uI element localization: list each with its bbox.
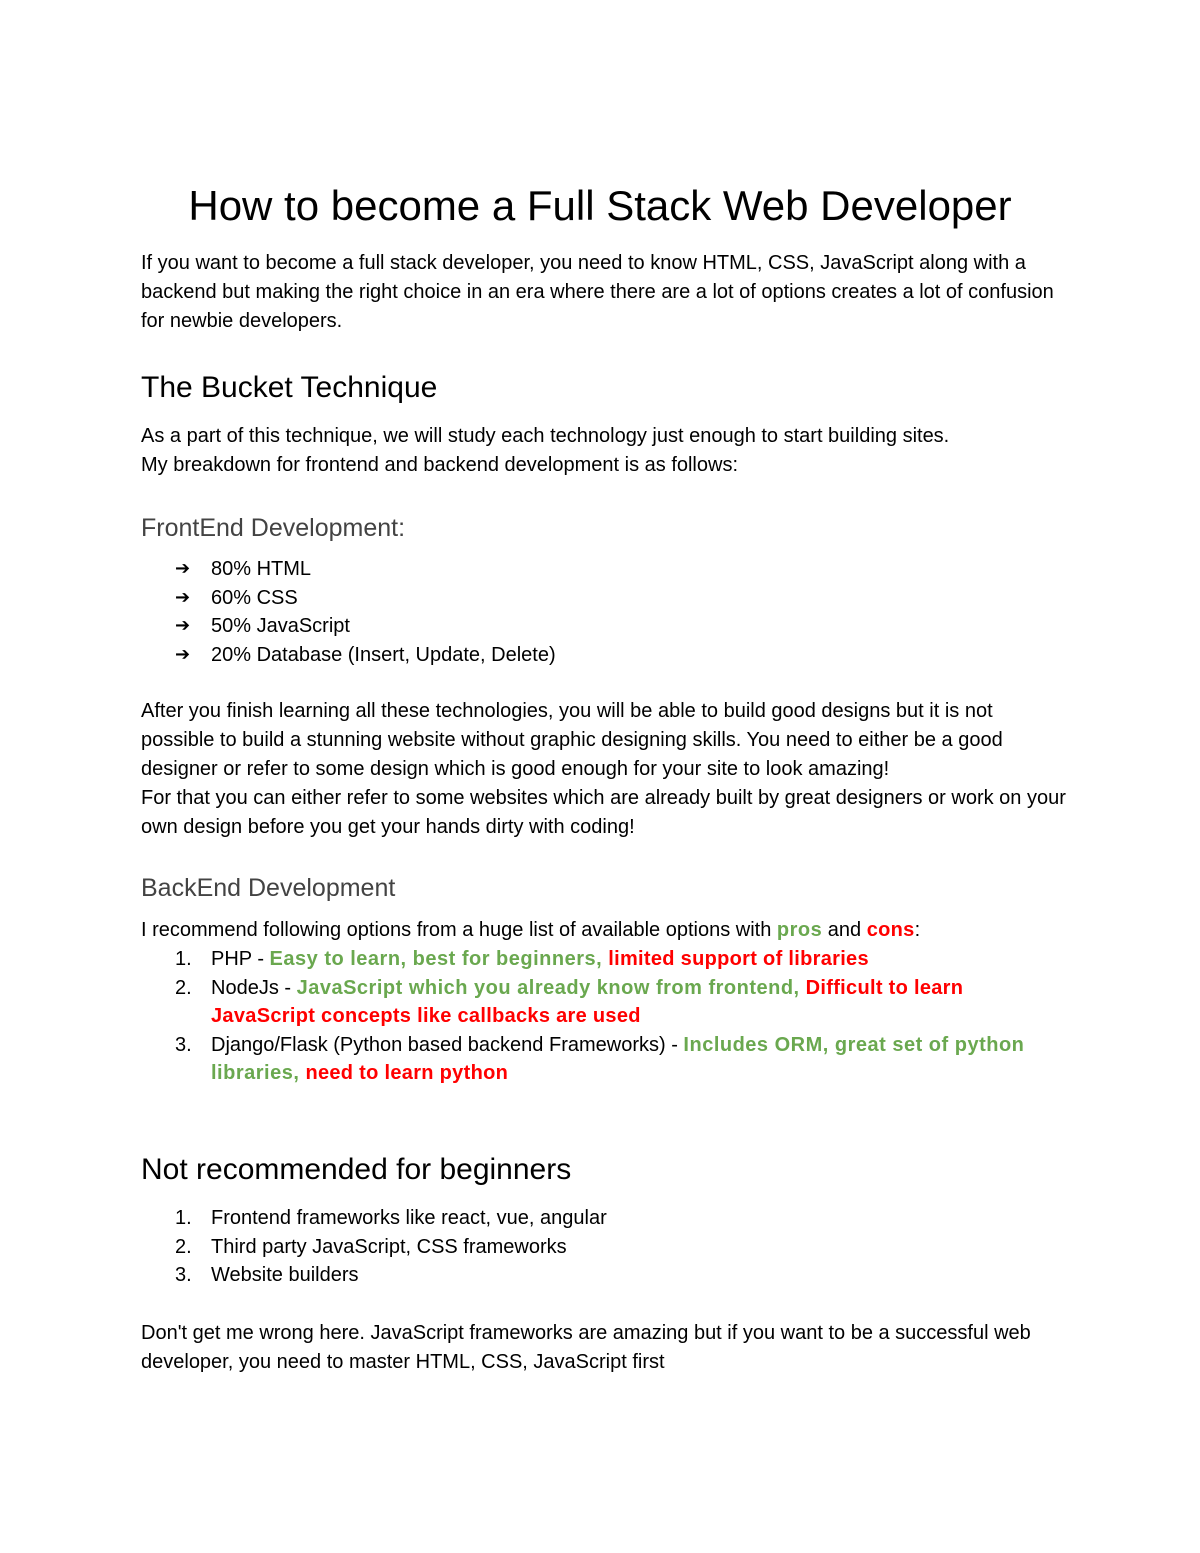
list-item <box>141 612 1071 641</box>
frontend-list <box>141 555 1071 669</box>
backend-intro-b: and <box>822 919 867 941</box>
bucket-line-1: As a part of this technique, we will study each technology just enough to start building sites. <box>141 425 950 447</box>
list-number: 2. <box>175 976 192 999</box>
not-recommended-item-text: Frontend frameworks like react, vue, angular <box>211 1207 607 1229</box>
backend-item-con: Difficult to learn JavaScript concepts like callbacks are used <box>211 976 964 1028</box>
list-item <box>141 641 1071 670</box>
list-number: 1. <box>175 948 192 970</box>
list-item <box>141 1261 1071 1290</box>
frontend-item-text: 20% Database (Insert, Update, Delete) <box>211 643 556 666</box>
arrow-icon: ➔ <box>175 558 191 579</box>
cons-word: cons <box>866 919 915 941</box>
backend-item-pro: Easy to learn, best for beginners, <box>269 948 609 970</box>
backend-item-pro: JavaScript which you already know from frontend, <box>296 976 806 999</box>
list-item <box>141 584 1071 613</box>
arrow-icon: ➔ <box>175 615 191 637</box>
frontend-after-paragraph-2: For that you can either refer to some websites which are already built by great designers or work on your own design before you get your hands dirty with coding! <box>141 787 1066 838</box>
backend-item-pro: Includes ORM, great set of python libraries, <box>211 1033 1025 1085</box>
list-item <box>141 1204 1071 1233</box>
list-item <box>141 945 1071 974</box>
list-item <box>141 555 1071 584</box>
not-recommended-list <box>141 1204 1071 1290</box>
list-item <box>141 974 1071 1031</box>
frontend-after-paragraph-1: After you finish learning all these technologies, you will be able to build good designs but it is not possible to build a stunning website without graphic designing skills. You need to either be a good designer or refer to some design which is good enough for your site to look amazing! <box>141 700 1003 780</box>
backend-intro-c: : <box>914 919 921 941</box>
backend-item-con: need to learn python <box>305 1062 509 1085</box>
backend-item-name: NodeJs - <box>211 976 297 999</box>
list-item <box>141 1031 1071 1088</box>
backend-list <box>141 945 1071 1088</box>
not-recommended-item-text: Third party JavaScript, CSS frameworks <box>211 1235 567 1258</box>
bucket-line-2: My breakdown for frontend and backend development is as follows: <box>141 454 739 476</box>
bucket-heading: The Bucket Technique <box>141 371 438 404</box>
backend-item-name: Django/Flask (Python based backend Frameworks) - <box>211 1033 684 1056</box>
list-number: 1. <box>175 1207 192 1229</box>
list-number: 3. <box>175 1264 192 1287</box>
backend-item-name: PHP - <box>211 948 270 970</box>
frontend-heading: FrontEnd Development: <box>141 514 406 542</box>
arrow-icon: ➔ <box>175 586 191 608</box>
not-recommended-heading: Not recommended for beginners <box>141 1153 572 1186</box>
frontend-item-text: 50% JavaScript <box>211 615 350 638</box>
list-number: 3. <box>175 1033 192 1056</box>
backend-intro-a: I recommend following options from a huge list of available options with <box>141 919 777 941</box>
not-recommended-item-text: Website builders <box>211 1264 359 1287</box>
intro-paragraph: If you want to become a full stack developer, you need to know HTML, CSS, JavaScript along with a backend but making the right choice in an era where there are a lot of options creates a lot of confusion for newbie developers. <box>141 252 1054 332</box>
backend-intro <box>141 916 1071 945</box>
list-number: 2. <box>175 1235 192 1258</box>
backend-heading: BackEnd Development <box>141 874 396 902</box>
frontend-item-text: 80% HTML <box>211 558 312 580</box>
backend-item-con: limited support of libraries <box>608 948 869 970</box>
closing-paragraph: Don't get me wrong here. JavaScript frameworks are amazing but if you want to be a successful web developer, you need to master HTML, CSS, JavaScript first <box>141 1322 1031 1373</box>
arrow-icon: ➔ <box>175 643 191 665</box>
document-title: How to become a Full Stack Web Developer <box>188 182 1012 229</box>
list-item <box>141 1233 1071 1262</box>
frontend-item-text: 60% CSS <box>211 586 298 609</box>
pros-word: pros <box>776 919 823 941</box>
